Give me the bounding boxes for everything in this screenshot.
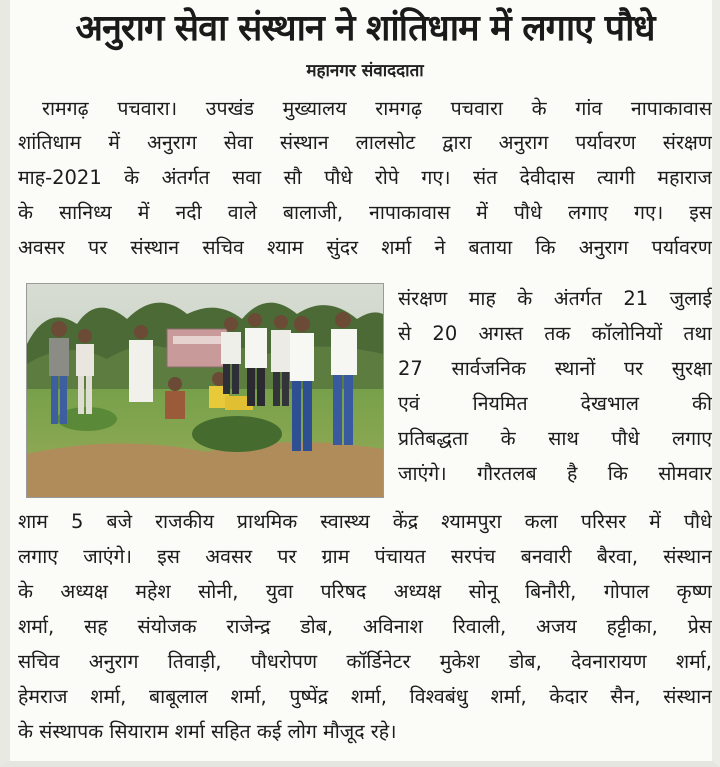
news-photo	[26, 283, 384, 498]
article-line: के संस्थापक सियाराम शर्मा सहित कई लोग मौजूद रहे।	[18, 720, 397, 743]
article-line: प्रतिबद्धता के साथ पौधे लगाए	[398, 427, 712, 450]
article-line: 27 सार्वजनिक स्थानों पर सुरक्षा	[398, 357, 712, 380]
article-line: से 20 अगस्त तक कॉलोनियों तथा	[398, 322, 712, 345]
article-line: संरक्षण माह के अंतर्गत 21 जुलाई	[398, 287, 712, 310]
article-line: सचिव अनुराग तिवाड़ी, पौधरोपण कॉर्डिनेटर मुकेश डोब, देवनारायण शर्मा,	[18, 650, 712, 673]
article-line: रामगढ़ पचवारा। उपखंड मुख्यालय रामगढ़ पचवारा के गांव नापाकावास	[42, 97, 712, 120]
article-line: हेमराज शर्मा, बाबूलाल शर्मा, पुष्पेंद्र शर्मा, विश्वबंधु शर्मा, केदार सैन, संस्थान	[18, 685, 712, 708]
article-line: अवसर पर संस्थान सचिव श्याम सुंदर शर्मा ने बताया कि अनुराग पर्यावरण	[18, 236, 712, 259]
headline: अनुराग सेवा संस्थान ने शांतिधाम में लगाए पौधे	[75, 8, 655, 49]
byline: महानगर संवाददाता	[306, 61, 424, 81]
article-line: शांतिधाम में अनुराग सेवा संस्थान लालसोट द्वारा अनुराग पर्यावरण संरक्षण	[18, 131, 712, 154]
article-line: के सानिध्य में नदी वाले बालाजी, नापाकावास में पौधे लगाए गए। इस	[18, 201, 712, 224]
article-line: माह-2021 के अंतर्गत सवा सौ पौधे रोपे गए। संत देवीदास त्यागी महाराज	[18, 166, 712, 189]
article-line: जाएंगे। गौरतलब है कि सोमवार	[398, 462, 712, 485]
article-line: लगाए जाएंगे। इस अवसर पर ग्राम पंचायत सरपंच बनवारी बैरवा, संस्थान	[18, 545, 712, 568]
article-line: शर्मा, सह संयोजक राजेन्द्र डोब, अविनाश रिवाली, अजय हट्टीका, प्रेस	[18, 615, 712, 638]
article-line: शाम 5 बजे राजकीय प्राथमिक स्वास्थ्य केंद्र श्यामपुरा कला परिसर में पौधे	[18, 510, 712, 533]
article-line: एवं नियमित देखभाल की	[398, 392, 712, 415]
plantation-photo-illustration	[27, 284, 383, 497]
article-line: के अध्यक्ष महेश सोनी, युवा परिषद अध्यक्ष सोनू बिनौरी, गोपाल कृष्ण	[18, 580, 712, 603]
